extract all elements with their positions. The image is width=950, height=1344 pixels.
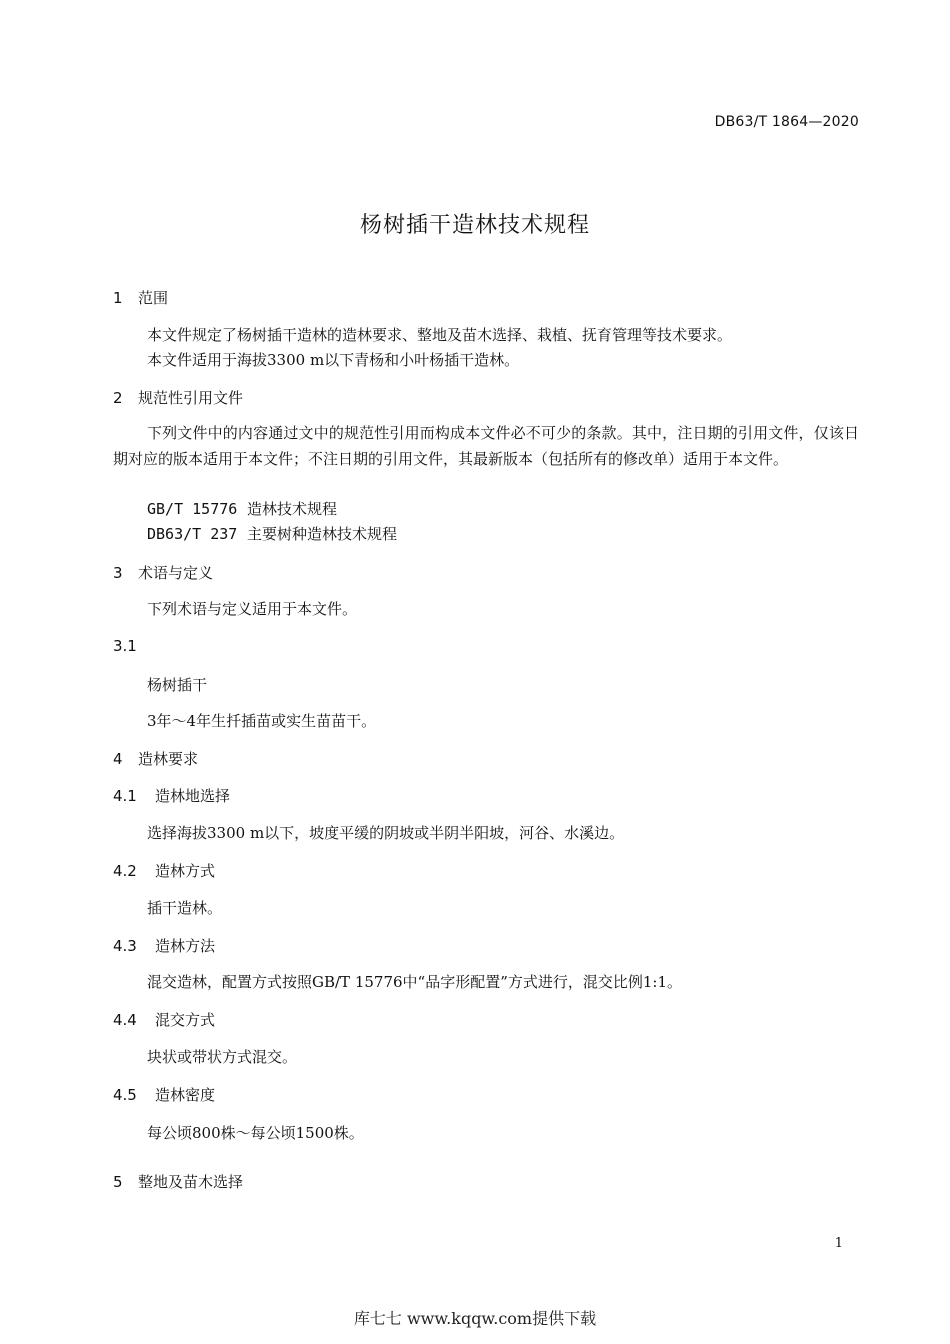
page-number: 1: [834, 1236, 843, 1251]
subsection-number: 3.1: [113, 637, 137, 655]
document-title: 杨树插干造林技术规程: [359, 213, 590, 238]
section-number: 3: [113, 564, 123, 582]
section-1-heading: [113, 287, 168, 308]
reference-item: [147, 523, 397, 544]
subsection-number: 4.1: [113, 787, 137, 805]
subsection-4-3-heading: [113, 935, 215, 956]
reference-code: DB63/T 237: [147, 525, 238, 543]
subsection-title: 造林方式: [155, 862, 216, 880]
subsection-4-4-text: 块状或带状方式混交。: [147, 1048, 298, 1066]
section-3-paragraph: 下列术语与定义适用于本文件。: [147, 600, 358, 618]
subsection-4-2-text: 插干造林。: [147, 899, 223, 917]
section-number: 1: [113, 289, 123, 307]
section-number: 5: [113, 1173, 123, 1191]
subsection-4-1-text: 选择海拔3300 m以下，坡度平缓的阴坡或半阴半阳坡，河谷、水溪边。: [147, 824, 625, 842]
standard-code: DB63/T 1864—2020: [714, 114, 859, 130]
section-2-heading: [113, 387, 243, 408]
section-title: 规范性引用文件: [138, 389, 244, 407]
term-label: 杨树插干: [147, 676, 208, 694]
subsection-4-1-heading: [113, 785, 230, 806]
section-title: 造林要求: [138, 750, 199, 768]
section-4-heading: [113, 748, 198, 769]
subsection-4-3-text: 混交造林，配置方式按照GB/T 15776中“品字形配置”方式进行，混交比例1:1。: [147, 973, 683, 991]
subsection-4-4-heading: [113, 1009, 215, 1030]
subsection-number: 4.3: [113, 937, 137, 955]
section-title: 术语与定义: [138, 564, 214, 582]
subsection-4-5-text: 每公顷800株～每公顷1500株。: [147, 1124, 364, 1142]
subsection-title: 造林密度: [155, 1086, 216, 1104]
reference-code: GB/T 15776: [147, 500, 238, 518]
section-1-paragraph-1: 本文件规定了杨树插干造林的造林要求、整地及苗木选择、栽植、抚育管理等技术要求。: [147, 326, 733, 344]
subsection-number: 4.4: [113, 1011, 137, 1029]
section-title: 整地及苗木选择: [138, 1173, 244, 1191]
subsection-3-1-heading: [113, 637, 137, 655]
subsection-number: 4.2: [113, 862, 137, 880]
term-definition: 3年～4年生扦插苗或实生苗苗干。: [147, 712, 377, 730]
section-3-heading: [113, 562, 213, 583]
subsection-title: 造林地选择: [155, 787, 231, 805]
section-number: 2: [113, 389, 123, 407]
reference-item: [147, 498, 337, 519]
section-1-paragraph-2: 本文件适用于海拔3300 m以下青杨和小叶杨插干造林。: [147, 351, 520, 369]
reference-name: 造林技术规程: [247, 500, 338, 518]
subsection-title: 造林方法: [155, 937, 216, 955]
subsection-title: 混交方式: [155, 1011, 216, 1029]
subsection-4-5-heading: [113, 1084, 215, 1105]
reference-name: 主要树种造林技术规程: [247, 525, 398, 543]
section-5-heading: [113, 1171, 243, 1192]
section-number: 4: [113, 750, 123, 768]
subsection-4-2-heading: [113, 860, 215, 881]
download-footer: 库七七 www.kqqw.com提供下载: [353, 1309, 597, 1328]
section-2-paragraph: 下列文件中的内容通过文中的规范性引用而构成本文件必不可少的条款。其中，注日期的引用文件，仅该日期对应的版本适用于本文件；不注日期的引用文件，其最新版本（包括所有的修改单）适用于本文件。: [113, 424, 859, 468]
subsection-number: 4.5: [113, 1086, 137, 1104]
section-title: 范围: [138, 289, 169, 307]
